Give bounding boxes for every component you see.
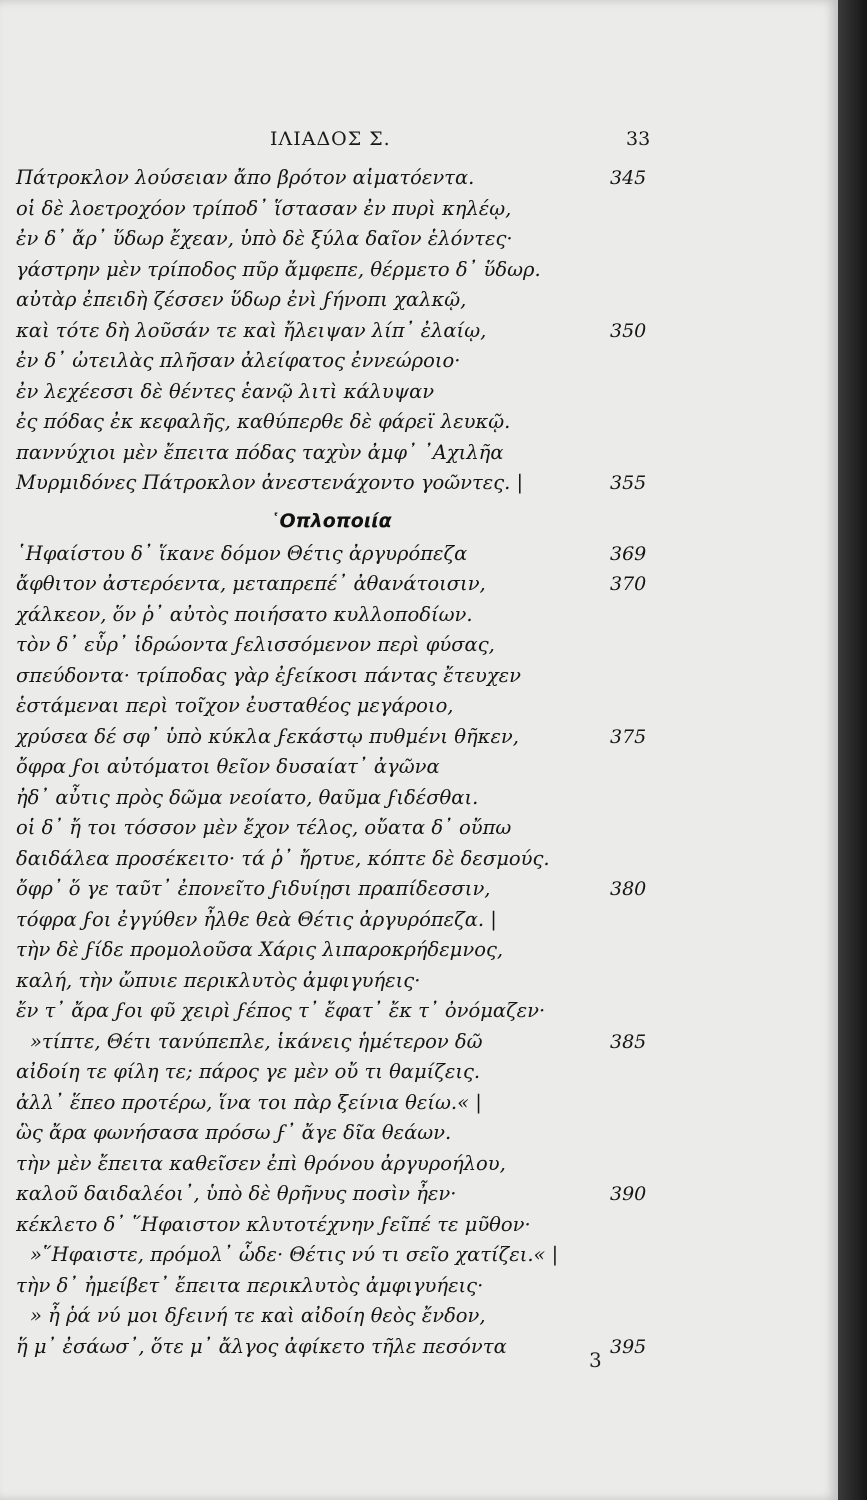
verse-line <box>0 1210 838 1241</box>
verse-line <box>0 224 838 255</box>
verse-line <box>0 783 838 814</box>
verse-line <box>0 1301 838 1332</box>
verse-block <box>0 163 838 1362</box>
verse-line <box>0 194 838 225</box>
verse-line <box>0 1088 838 1119</box>
line-number: 369 <box>610 542 647 565</box>
verse-text: σπεύδοντα· τρίποδας γὰρ ἐϝείκοσι πάντας ἔτευχεν <box>16 663 522 687</box>
verse-line <box>0 1332 838 1363</box>
verse-text: χρύσεα δέ σφ᾽ ὑπὸ κύκλα ϝεκάστῳ πυθμένι θῆκεν, <box>16 724 519 748</box>
verse-text: ἥ μ᾽ ἐσάωσ᾽, ὅτε μ᾽ ἄλγος ἀφίκετο τῆλε πεσόντα <box>16 1334 507 1358</box>
verse-line <box>0 346 838 377</box>
verse-text: ἀλλ᾽ ἕπεο προτέρω, ἵνα τοι πὰρ ξείνια θείω.« | <box>16 1090 482 1114</box>
verse-text: οἱ δ᾽ ἤ τοι τόσσον μὲν ἔχον τέλος, οὔατα δ᾽ οὔπω <box>16 816 512 839</box>
verse-line <box>0 255 838 286</box>
verse-text: ἐν δ᾽ ὠτειλὰς πλῆσαν ἀλείφατος ἐννεώροιο· <box>16 349 461 372</box>
verse-text: ἐν λεχέεσσι δὲ θέντες ἑανῷ λιτὶ κάλυψαν <box>16 379 435 403</box>
verse-text: ῾Ηφαίστου δ᾽ ἵκανε δόμον Θέτις ἀργυρόπεζα <box>16 541 468 565</box>
verse-text: ἔν τ᾽ ἄρα ϝοι φῦ χειρὶ ϝέπος τ᾽ ἔφατ᾽ ἔκ τ᾽ ὀνόμαζεν· <box>16 999 546 1022</box>
verse-text: Μυρμιδόνες Πάτροκλον ἀνεστενάχοντο γοῶντες. | <box>16 471 524 494</box>
verse-line <box>0 966 838 997</box>
verse-line <box>0 377 838 408</box>
verse-text: »῞Ηφαιστε, πρόμολ᾽ ὧδε· Θέτις νύ τι σεῖο χατίζει.« | <box>30 1243 559 1266</box>
verse-line <box>0 813 838 844</box>
verse-text: καλή, τὴν ὤπυιε περικλυτὸς ἀμφιγυήεις· <box>16 968 421 992</box>
verse-text: καλοῦ δαιδαλέοι᾽, ὑπὸ δὲ θρῆνυς ποσὶν ἦεν· <box>16 1182 457 1205</box>
line-number: 350 <box>610 319 647 342</box>
verse-line <box>0 600 838 631</box>
verse-line <box>0 1271 838 1302</box>
verse-line <box>0 630 838 661</box>
verse-line <box>0 722 838 753</box>
verse-line <box>0 1240 838 1271</box>
running-title: ΙΛΙΑΔΟΣ Σ. <box>270 128 391 150</box>
page-number: 33 <box>626 128 651 150</box>
verse-line <box>0 407 838 438</box>
verse-text: τὸν δ᾽ εὗρ᾽ ἱδρώοντα ϝελισσόμενον περὶ φύσας, <box>16 633 495 656</box>
verse-text: ἠδ᾽ αὖτις πρὸς δῶμα νεοίατο, θαῦμα ϝιδέσθαι. <box>16 785 479 809</box>
verse-line <box>0 316 838 347</box>
verse-text: οἱ δὲ λοετροχόον τρίποδ᾽ ἵστασαν ἐν πυρὶ κηλέῳ, <box>16 196 512 220</box>
verse-line <box>0 163 838 194</box>
verse-line <box>0 1027 838 1058</box>
verse-line <box>0 874 838 905</box>
line-number: 355 <box>610 472 647 494</box>
section-heading: ῾Οπλοποιία <box>270 509 392 532</box>
verse-text: τόφρα ϝοι ἐγγύθεν ἦλθε θεὰ Θέτις ἀργυρόπεζα. | <box>16 907 497 931</box>
verse-text: ὣς ἄρα φωνήσασα πρόσω ϝ᾽ ἄγε δῖα θεάων. <box>16 1121 452 1144</box>
verse-line <box>0 1149 838 1180</box>
verse-text: ὄφρα ϝοι αὐτόματοι θεῖον δυσαίατ᾽ ἀγῶνα <box>16 755 440 778</box>
line-number: 395 <box>610 1335 647 1358</box>
verse-line <box>0 661 838 692</box>
verse-text: παννύχιοι μὲν ἔπειτα πόδας ταχὺν ἀμφ᾽ ᾿Αχιλῆα <box>16 440 504 464</box>
verse-text: κέκλετο δ᾽ ῞Ηφαιστον κλυτοτέχνην ϝεῖπέ τε μῦθον· <box>16 1212 531 1236</box>
verse-text: δαιδάλεα προσέκειτο· τά ῥ᾽ ἤρτυε, κόπτε δὲ δεσμούς. <box>16 846 550 870</box>
signature-mark: 3 <box>589 1348 602 1372</box>
verse-text: ἐν δ᾽ ἄρ᾽ ὕδωρ ἔχεαν, ὑπὸ δὲ ξύλα δαῖον ἑλόντες· <box>16 227 513 250</box>
verse-line <box>0 1118 838 1149</box>
verse-text: αὐτὰρ ἐπειδὴ ζέσσεν ὕδωρ ἐνὶ ϝήνοπι χαλκῷ, <box>16 288 467 311</box>
verse-text: »τίπτε, Θέτι τανύπεπλε, ἱκάνεις ἡμέτερον δῶ <box>30 1029 483 1053</box>
verse-line <box>0 691 838 722</box>
line-number: 385 <box>610 1030 647 1053</box>
running-head <box>0 128 838 158</box>
verse-text: τὴν μὲν ἔπειτα καθεῖσεν ἐπὶ θρόνου ἀργυροήλου, <box>16 1151 506 1175</box>
verse-line <box>0 468 838 499</box>
verse-line <box>0 569 838 600</box>
line-number: 380 <box>610 878 647 900</box>
verse-line <box>0 996 838 1027</box>
verse-line <box>0 1057 838 1088</box>
verse-text: Πάτροκλον λούσειαν ἄπο βρότον αἱματόεντα. <box>16 166 475 189</box>
verse-line <box>0 285 838 316</box>
verse-text: τὴν δὲ ϝίδε προμολοῦσα Χάρις λιπαροκρήδεμνος, <box>16 938 504 961</box>
page-edge-shadow <box>838 0 867 1500</box>
verse-text: τὴν δ᾽ ἠμείβετ᾽ ἔπειτα περικλυτὸς ἀμφιγυήεις· <box>16 1273 484 1297</box>
line-number: 375 <box>610 725 647 748</box>
verse-text: καὶ τότε δὴ λοῦσάν τε καὶ ἤλειψαν λίπ᾽ ἐλαίῳ, <box>16 318 487 342</box>
verse-text: χάλκεον, ὅν ῥ᾽ αὐτὸς ποιήσατο κυλλοποδίων. <box>16 602 473 626</box>
verse-line <box>0 1179 838 1210</box>
verse-text: γάστρην μὲν τρίποδος πῦρ ἄμφεπε, θέρμετο δ᾽ ὕδωρ. <box>16 257 541 281</box>
verse-line <box>0 935 838 966</box>
verse-line <box>0 844 838 875</box>
verse-line <box>0 752 838 783</box>
verse-text: ἑστάμεναι περὶ τοῖχον ἐυσταθέος μεγάροιο, <box>16 694 454 717</box>
verse-text: αἰδοίη τε φίλη τε; πάρος γε μὲν οὔ τι θαμίζεις. <box>16 1060 481 1083</box>
verse-text: » ἦ ῥά νύ μοι δϝεινή τε καὶ αἰδοίη θεὸς ἔνδον, <box>30 1304 486 1327</box>
verse-text: ἄφθιτον ἀστερόεντα, μεταπρεπέ᾽ ἀθανάτοισιν, <box>16 572 486 595</box>
verse-line <box>0 905 838 936</box>
verse-line <box>0 539 838 570</box>
verse-text: ἐς πόδας ἐκ κεφαλῆς, καθύπερθε δὲ φάρεϊ λευκῷ. <box>16 410 511 433</box>
section-heading-row <box>0 499 838 539</box>
line-number: 345 <box>610 167 647 189</box>
verse-line <box>0 438 838 469</box>
verse-text: ὄφρ᾽ ὅ γε ταῦτ᾽ ἐπονεῖτο ϝιδυίῃσι πραπίδεσσιν, <box>16 877 491 900</box>
line-number: 390 <box>610 1183 647 1205</box>
line-number: 370 <box>610 573 647 595</box>
